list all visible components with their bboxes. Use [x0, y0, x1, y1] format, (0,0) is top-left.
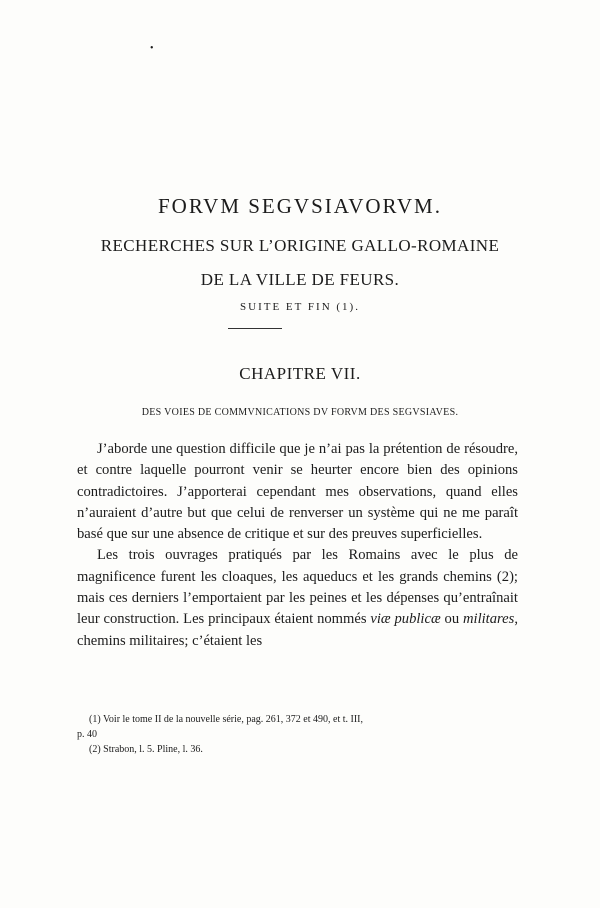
paragraph-1: J’aborde une question difficile que je n’ai pas la prétention de résoudre, et contre laquelle pourront venir se heurter encore bien des opinions contradictoires. J’apporterai cependant mes observations, quand elles n’auraient d’autre but que celui de renverser un système qui ne me paraît basé que sur une absence de critique et sur des preuves superficielles.: [77, 441, 518, 543]
suite-et-fin: SUITE ET FIN (1).: [240, 301, 360, 313]
footnote-2: (2) Strabon, l. 5. Pline, l. 36.: [89, 744, 203, 755]
subtitle-line-1: RECHERCHES SUR L’ORIGINE GALLO-ROMAINE: [100, 236, 500, 255]
paragraph-2-text-c: , chemins militaires; c’étaient les: [77, 611, 518, 649]
footnotes: [77, 712, 518, 757]
paragraph-2-italic-viae-publicae: viæ publicæ: [370, 611, 441, 628]
footnote-1-line-2: p. 40: [77, 729, 97, 740]
subtitle-line-2: DE LA VILLE DE FEURS.: [200, 270, 400, 289]
paragraph-2: [77, 545, 518, 651]
body-text: [77, 439, 518, 652]
page-title: FORVM SEGVSIAVORVM.: [158, 194, 442, 218]
divider-rule: [228, 328, 282, 329]
paragraph-2-italic-militares: militares: [462, 611, 515, 628]
chapter-heading: CHAPITRE VII.: [239, 364, 361, 383]
paragraph-2-text-b: ou: [440, 611, 463, 628]
footnote-1-line-1: (1) Voir le tome II de la nouvelle série, pag. 261, 372 et 490, et t. III,: [89, 714, 363, 725]
chapter-subheading: DES VOIES DE COMMVNICATIONS DV FORVM DES SEGVSIAVES.: [141, 407, 459, 418]
paragraph-2-text-a: Les trois ouvrages pratiqués par les Romains avec le plus de magnificence furent les cloaques, les aqueducs et les grands chemins (2); mais ces derniers l’emportaient par les peines et les dépenses qu’entraînait leur construction. Les principaux étaient nommés: [77, 547, 518, 628]
ink-speck: •: [150, 43, 154, 54]
